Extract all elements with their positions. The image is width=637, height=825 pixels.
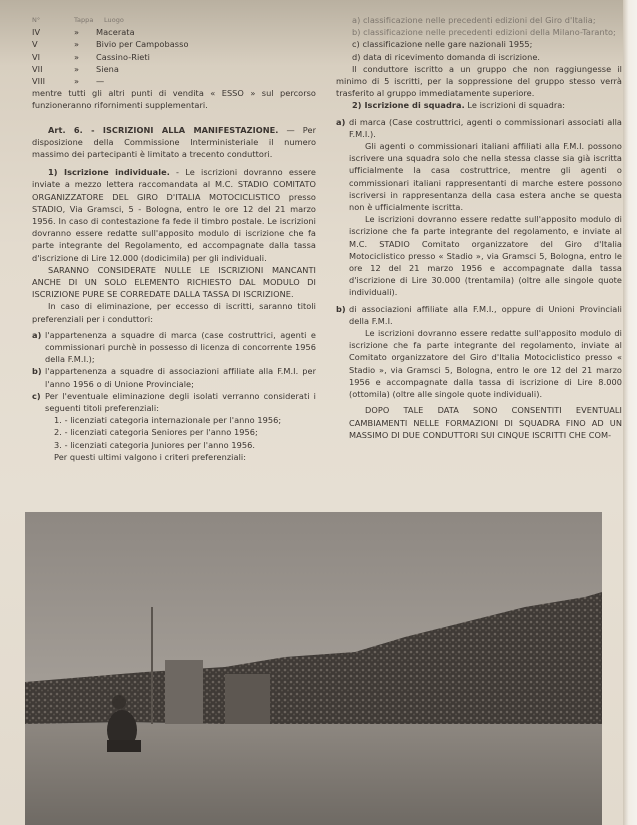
team-b-paragraph-1: Le iscrizioni dovranno essere redatte sull'apposito modulo di iscrizione che fa parte integrante del regolamento, inviate al Comitato organizzatore del Giro d'Italia Motociclistico presso « Stadio », via Gramsci 5, Bologna, entro le ore 12 del 21 marzo 1956 e accompagnate dalla tassa di iscrizione di Lire 8.000 (ottomila) (oltre alle singole quote individuali). [349, 328, 622, 400]
stage-row [32, 63, 316, 75]
individual-registration [32, 166, 316, 264]
page-edge [623, 0, 637, 825]
photo-illustration [25, 512, 602, 825]
stage-ditto: » [74, 27, 80, 38]
license-item: 1. - licenziati categoria internazionale per l'anno 1956; [54, 415, 282, 426]
license-item: 2. - licenziati categoria Seniores per l'anno 1956; [54, 427, 258, 438]
left-column [32, 14, 316, 463]
stage-place: Macerata [96, 27, 135, 38]
stage-table-header [32, 14, 316, 26]
stage-number: VI [32, 51, 41, 62]
license-list [32, 414, 316, 451]
team-registration [336, 99, 622, 111]
team-item-b-label: b) [336, 303, 346, 314]
stage-number: VII [32, 63, 43, 74]
stage-number: IV [32, 27, 41, 38]
team-item-a-label: a) [336, 116, 346, 127]
photo-pole [151, 607, 153, 725]
stage-place: — [96, 75, 105, 86]
race-crowd-photo [25, 512, 602, 825]
stage-row [32, 51, 316, 63]
null-notice: SARANNO CONSIDERATE NULLE LE ISCRIZIONI MANCANTI ANCHE DI UN SOLO ELEMENTO RICHIESTO DAL MODULO DI ISCRIZIONE PURE SE CORREDATE DALLA TASSA DI ISCRIZIONE. [32, 264, 316, 300]
stage-ditto: » [74, 39, 80, 50]
individual-registration-title: 1) Iscrizione individuale. [48, 167, 170, 178]
preference-list [32, 329, 316, 414]
stage-place: Bivio per Campobasso [96, 39, 189, 50]
preference-item [32, 390, 316, 414]
stage-note: mentre tutti gli altri punti di vendita « ESSO » sul percorso funzioneranno rifornimenti supplementari. [32, 88, 316, 111]
stage-number: V [32, 39, 38, 50]
license-item: 3. - licenziati categoria Juniores per l'anno 1956. [54, 439, 256, 450]
team-item-a-text: di marca (Case costruttrici, agenti o commissionari associati alla F.M.I.). [349, 116, 622, 139]
team-a-paragraph-1: Gli agenti o commissionari italiani affiliati alla F.M.I. possono iscrivere una squadra solo che nella stessa classe sia già iscritta ufficialmente la casa costruttrice, mentre gli agenti o commissionari italiani rappresentanti di marche estere possono iscriversi in rappresentanza della casa estera anche se questa non è ufficialmente iscritta. [349, 141, 622, 213]
team-registration-intro: Le iscrizioni di squadra: [464, 100, 566, 111]
preference-item [32, 365, 316, 389]
criteria-b: b) classificazione nelle precedenti edizioni della Milano-Taranto; [352, 27, 616, 38]
preference-item-text: l'appartenenza a squadre di associazioni affiliate alla F.M.I. per l'anno 1956 o di Unione Provinciale; [45, 366, 316, 389]
preference-item-text: l'appartenenza a squadre di marca (case costruttrici, agenti e commissionari purchè in possesso di licenza di concorrente 1956 della F.M.I.); [45, 329, 316, 365]
right-column [336, 14, 622, 441]
individual-registration-text: - Le iscrizioni dovranno essere inviate a mezzo lettera raccomandata al M.C. STADIO COMITATO ORGANIZZATORE DEL GIRO D'ITALIA MOTOCICLISTICO presso STADIO, Via Gramsci, 5 - Bologna, entro le ore 12 del 21 marzo 1956. In caso di contestazione fa fede il timbro postale. Le iscrizioni dovranno essere redatte sull'apposito modulo di iscrizione che fa parte integrante del Regolamento, ed accompagnate dalla tassa d'iscrizione di Lire 12.000 (dodicimila) per gli individuali. [32, 167, 316, 263]
stage-row [32, 26, 316, 38]
stage-ditto: » [74, 75, 80, 86]
preference-item [32, 329, 316, 366]
stage-place: Cassino-Rieti [96, 51, 150, 62]
article-6-intro [32, 124, 316, 161]
preference-item-label: c) [32, 390, 41, 401]
team-item-b-text: di associazioni affiliate alla F.M.I., oppure di Unioni Provinciali della F.M.I. [349, 303, 622, 326]
stage-row [32, 38, 316, 50]
preference-item-label: b) [32, 366, 42, 377]
header-number: N° [32, 16, 41, 24]
stage-ditto: » [74, 63, 80, 74]
team-item-a [336, 116, 622, 140]
article-6-title: Art. 6. - ISCRIZIONI ALLA MANIFESTAZIONE. [48, 124, 279, 135]
stage-place: Siena [96, 63, 119, 74]
preference-item-text: Per l'eventuale eliminazione degli isolati verranno considerati i seguenti titoli preferenziali: [45, 390, 316, 413]
criteria-d: d) data di ricevimento domanda di iscrizione. [352, 51, 541, 62]
changes-notice: DOPO TALE DATA SONO CONSENTITI EVENTUALI CAMBIAMENTI NELLE FORMAZIONI DI SQUADRA FINO AD UN MASSIMO DI DUE CONDUTTORI SUI CINQUE ISCRITTI CHE COM- [349, 405, 622, 440]
team-registration-title: 2) Iscrizione di squadra. [352, 100, 465, 111]
stage-ditto: » [74, 51, 80, 62]
elimination-intro: In caso di eliminazione, per eccesso di iscritti, saranno titoli preferenziali per i conduttori: [32, 301, 316, 324]
stage-table [32, 26, 316, 87]
criteria-a: a) classificazione nelle precedenti edizioni del Giro d'Italia; [352, 15, 596, 25]
header-place: Luogo [104, 16, 124, 24]
criteria-c: c) classificazione nelle gare nazionali 1955; [352, 39, 533, 50]
photo-tower [165, 660, 203, 730]
header-stage: Tappa [74, 16, 94, 24]
stage-row [32, 75, 316, 87]
criteria-intro: Per questi ultimi valgono i criteri preferenziali: [54, 451, 247, 462]
team-item-b [336, 303, 622, 327]
photo-building [225, 674, 270, 724]
article-6-intro-text: — Per disposizione della Commissione Interministeriale il numero massimo dei partecipanti è limitato a trecento conduttori. [32, 124, 316, 159]
team-a-paragraph-2: Le iscrizioni dovranno essere redatte sull'apposito modulo di iscrizione che fa parte integrante del regolamento, e inviate al M.C. STADIO Comitato organizzatore del Giro d'Italia Motociclistico presso « Stadio », via Gramsci 5, Bologna, entro le ore 12 del 21 marzo 1956 e accompagnate dalla tassa d'iscrizione di Lire 30.000 (trentamila) (oltre alle singole quote individuali). [349, 214, 622, 298]
group-note: Il conduttore iscritto a un gruppo che non raggiungesse il minimo di 5 iscritti, per la soppressione del gruppo stesso verrà trasferito al gruppo immediatamente superiore. [336, 63, 622, 99]
preference-item-label: a) [32, 329, 42, 340]
stage-number: VIII [32, 75, 46, 86]
